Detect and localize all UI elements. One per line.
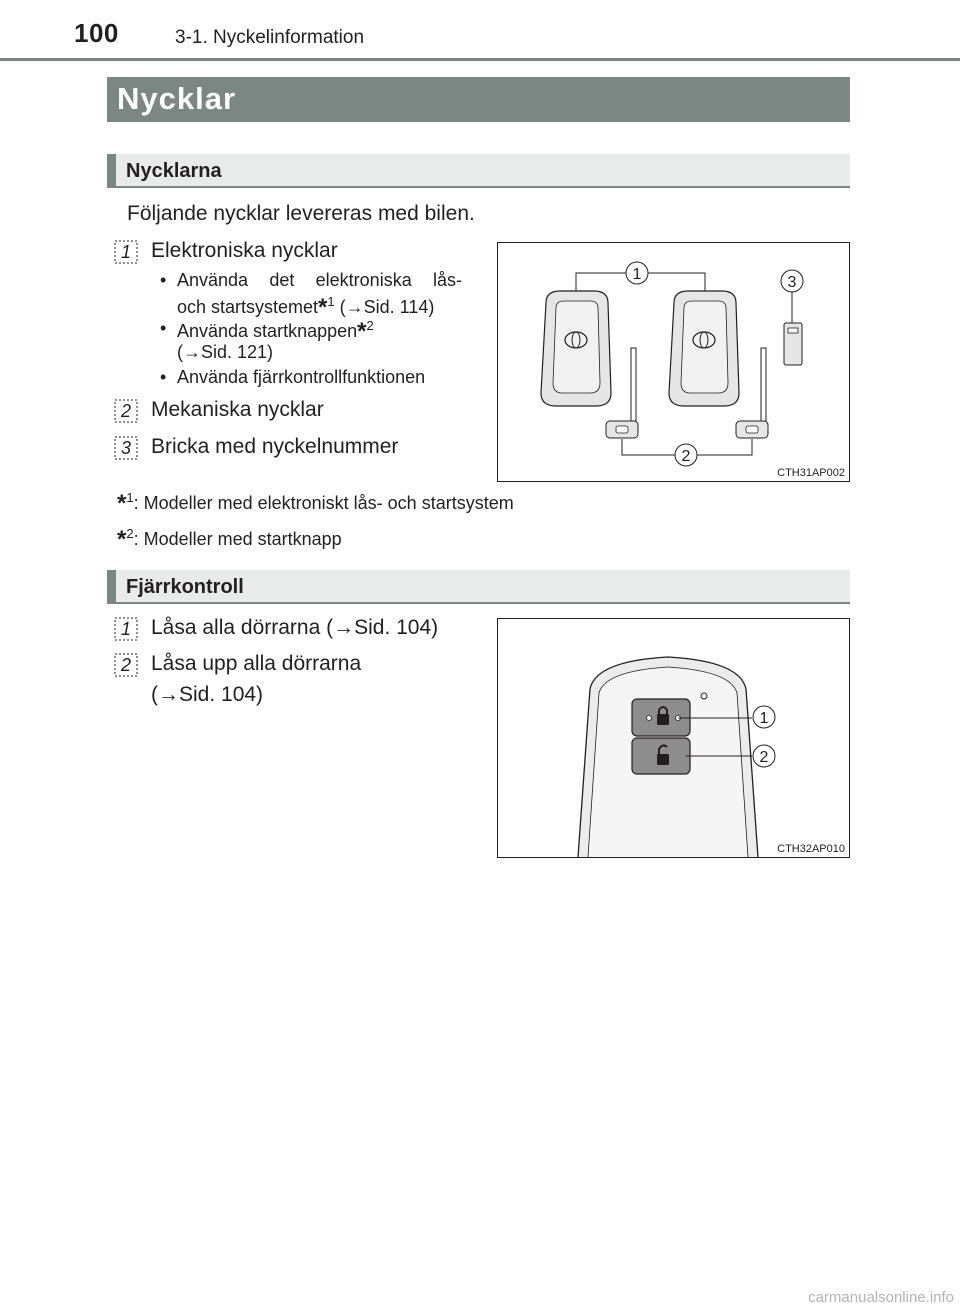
figure-code: CTH32AP010 [777,843,845,855]
item-label: Låsa upp alla dörrarna [151,652,362,675]
page-reference[interactable]: (→Sid. 104) [151,683,264,706]
bullet-dot: • [160,318,167,338]
bullet-text: Använda det elektroniska lås- [177,270,462,290]
remote-figure [497,618,850,858]
watermark: carmanualsonline.info [808,1289,954,1306]
bullet-text-part: Använda startknappen [177,321,358,341]
footnote-ref[interactable]: 2 [366,318,374,333]
item-number: 1 [121,242,132,262]
footnote-number: 1 [126,490,134,505]
header-divider [0,58,960,61]
remote-illustration [498,619,849,857]
item-label: Mekaniska nycklar [151,398,324,421]
keys-figure [497,242,850,482]
callout-1: 1 [632,266,642,283]
section-title: 3-1. Nyckelinformation [175,27,365,48]
heading-accent [107,570,116,604]
page-reference[interactable]: (→Sid. 121) [177,342,274,362]
keys-illustration [498,243,849,481]
callout-3: 3 [787,274,797,291]
callout-1: 1 [759,710,769,727]
footnote-star: * [357,318,367,345]
bullet-dot: • [160,367,167,387]
page-reference[interactable]: (→Sid. 114) [334,297,435,317]
footnote-star: * [117,490,127,517]
bullet-text-part: och startsystemet [177,297,319,317]
section-heading-remote [107,570,850,604]
footnote-star: * [318,294,328,321]
footnote-star: * [117,526,127,553]
footnote-2 [117,526,342,554]
section-heading-label: Nycklarna [126,160,222,182]
figure-code: CTH31AP002 [777,467,845,479]
item-label: Bricka med nyckelnummer [151,435,399,458]
chapter-title-bar [107,77,850,122]
footnote-text: : Modeller med startknapp [133,529,342,549]
item-number: 3 [121,438,132,458]
item-label: Elektroniska nycklar [151,239,338,262]
page-number: 100 [74,18,119,48]
footnote-ref[interactable]: 1 [327,294,335,309]
item-number: 1 [121,619,132,639]
section-heading-label: Fjärrkontroll [126,576,244,598]
item-number: 2 [121,401,132,421]
callout-2: 2 [681,448,691,465]
item-label: Låsa alla dörrarna (→Sid. 104) [151,616,439,639]
chapter-title: Nycklar [117,81,237,116]
item-number: 2 [121,655,132,675]
callout-2: 2 [759,749,769,766]
section-heading-keys [107,154,850,188]
intro-text: Följande nycklar levereras med bilen. [127,202,475,225]
footnote-text: : Modeller med elektroniskt lås- och startsystem [133,493,514,513]
bullet-text: Använda fjärrkontrollfunktionen [177,367,426,387]
heading-accent [107,154,116,188]
footnote-number: 2 [126,526,134,541]
footnote-1 [117,490,514,518]
bullet-dot: • [160,270,167,290]
